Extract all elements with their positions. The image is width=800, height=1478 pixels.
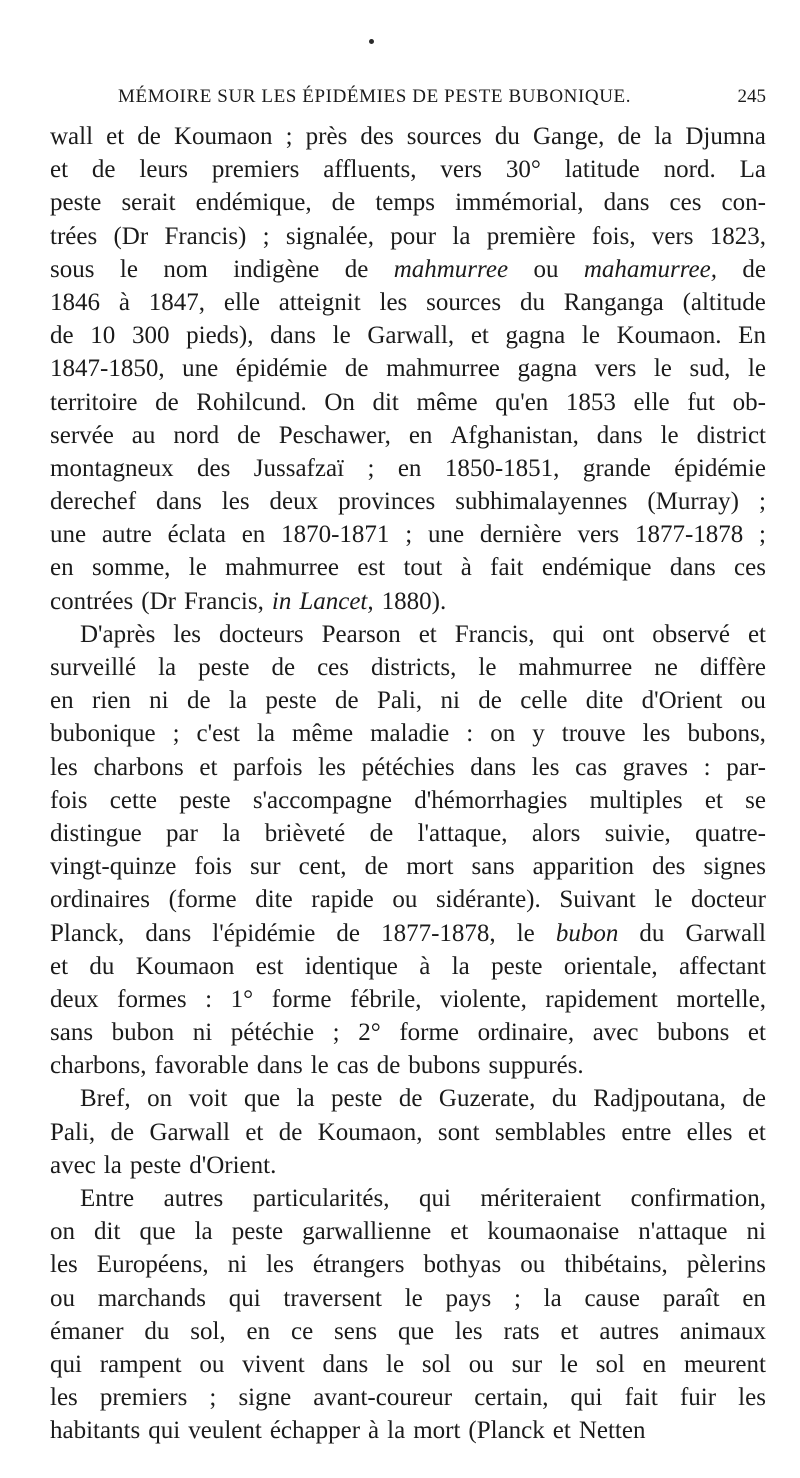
text-line: 1847-1850, une épidémie de mahmurree gagna vers le sud, le (50, 355, 766, 383)
text-line: D'après les docteurs Pearson et Francis, qui ont observé et (80, 620, 766, 648)
text-line: wall et de Koumaon ; près des sources du Gange, de la Djumna (50, 123, 766, 150)
text-line: surveillé la peste de ces districts, le mahmurree ne diffère (50, 654, 766, 681)
text-line: ordinaires (forme dite rapide ou sidérante). Suivant le docteur (50, 886, 766, 914)
page-number: 245 (737, 86, 766, 107)
text-line: les Européens, ni les étrangers bothyas ou thibétains, pèlerins (50, 1251, 766, 1279)
text-line: deux formes : 1° forme fébrile, violente, rapidement mortelle, (50, 985, 766, 1013)
text-line: sans bubon ni pétéchie ; 2° forme ordinaire, avec bubons et (50, 1019, 766, 1047)
text-line: bubonique ; c'est la même maladie : on y trouve les bubons, (50, 720, 766, 748)
text-line: peste serait endémique, de temps immémorial, dans ces con- (50, 189, 766, 217)
text-line: une autre éclata en 1870-1871 ; une dernière vers 1877-1878 ; (50, 521, 766, 549)
text-line: les premiers ; signe avant-coureur certain, qui fait fuir les (50, 1384, 766, 1412)
text-line: les charbons et parfois les pétéchies dans les cas graves : par- (50, 753, 766, 781)
text-line: 1846 à 1847, elle atteignit les sources du Ranganga (altitude (50, 288, 766, 316)
text-line: émaner du sol, en ce sens que les rats et autres animaux (50, 1317, 766, 1345)
text-line: contrées (Dr Francis, in Lancet, 1880). (50, 587, 447, 615)
text-line: Pali, de Garwall et de Koumaon, sont semblables entre elles et (50, 1118, 766, 1146)
text-line: Planck, dans l'épidémie de 1877-1878, le bubon du Garwall (50, 919, 766, 947)
text-line: derechef dans les deux provinces subhimalayennes (Murray) ; (50, 488, 766, 516)
text-line: Bref, on voit que la peste de Guzerate, du Radjpoutana, de (80, 1085, 766, 1113)
text-line: habitants qui veulent échapper à la mort (Planck et Netten (50, 1417, 646, 1445)
text-line: vingt-quinze fois sur cent, de mort sans apparition des signes (50, 853, 766, 881)
text-line: de 10 300 pieds), dans le Garwall, et gagna le Koumaon. En (50, 322, 766, 350)
text-line: sous le nom indigène de mahmurree ou mahamurree, de (50, 255, 766, 283)
text-line: en somme, le mahmurree est tout à fait endémique dans ces (50, 554, 766, 582)
text-line: territoire de Rohilcund. On dit même qu'en 1853 elle fut ob- (50, 388, 766, 416)
text-line: et de leurs premiers affluents, vers 30° latitude nord. La (50, 156, 766, 184)
text-line: distingue par la brièveté de l'attaque, alors suivie, quatre- (50, 819, 766, 847)
text-line: Entre autres particularités, qui mériteraient confirmation, (80, 1185, 766, 1212)
text-line: on dit que la peste garwallienne et koumaonaise n'attaque ni (50, 1218, 766, 1246)
ink-speck (369, 39, 374, 44)
text-line: montagneux des Jussafzaï ; en 1850-1851, grande épidémie (50, 454, 766, 482)
running-title: MÉMOIRE SUR LES ÉPIDÉMIES DE PESTE BUBONIQUE. (118, 86, 632, 107)
text-line: charbons, favorable dans le cas de bubons suppurés. (50, 1052, 584, 1080)
text-line: en rien ni de la peste de Pali, ni de celle dite d'Orient ou (50, 687, 766, 715)
text-line: fois cette peste s'accompagne d'hémorrhagies multiples et se (50, 786, 766, 814)
text-line: qui rampent ou vivent dans le sol ou sur le sol en meurent (50, 1350, 766, 1378)
text-line: avec la peste d'Orient. (50, 1151, 277, 1179)
text-line: trées (Dr Francis) ; signalée, pour la première fois, vers 1823, (50, 222, 766, 250)
page-header (118, 86, 766, 112)
body-text (50, 120, 766, 1448)
text-line: ou marchands qui traversent le pays ; la cause paraît en (50, 1284, 766, 1312)
text-line: et du Koumaon est identique à la peste orientale, affectant (50, 952, 766, 980)
text-line: servée au nord de Peschawer, en Afghanistan, dans le district (50, 421, 766, 449)
